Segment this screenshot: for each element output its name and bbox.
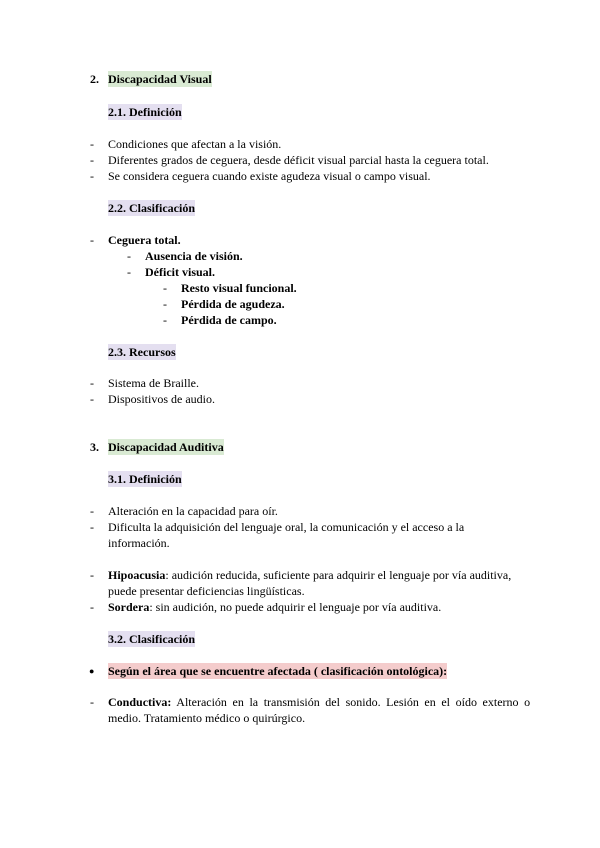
dash-marker: - [90, 153, 94, 167]
dash-marker: - [90, 233, 94, 247]
dash-marker: - [90, 169, 94, 183]
list-item: Alteración en la capacidad para oír. [108, 504, 278, 518]
list-item: Ceguera total. [108, 233, 181, 247]
dash-marker: - [90, 695, 94, 709]
term-description: : sin audición, no puede adquirir el lenguaje por vía auditiva. [149, 600, 442, 614]
list-item: Condiciones que afectan a la visión. [108, 137, 282, 151]
section-heading: Discapacidad Visual [108, 72, 212, 86]
term-description: Alteración en la transmisión del sonido. Lesión en el oído externo o [171, 695, 531, 709]
list-item-continuation: puede presentar deficiencias lingüísticas. [108, 584, 305, 598]
term-description: : audición reducida, suficiente para adquirir el lenguaje por vía auditiva, [165, 568, 512, 582]
list-item: Resto visual funcional. [181, 281, 297, 295]
subsection-title: 2.1. Definición [108, 105, 182, 119]
dash-marker: - [163, 281, 167, 295]
dash-marker: - [90, 392, 94, 406]
section-number: 3. [90, 440, 99, 454]
list-item [108, 599, 441, 615]
list-item: Se considera ceguera cuando existe agudeza visual o campo visual. [108, 169, 431, 183]
list-item: Sistema de Braille. [108, 376, 199, 390]
list-item [108, 694, 530, 710]
term: Hipoacusia [108, 568, 166, 582]
dash-marker: - [90, 376, 94, 390]
section-heading: Discapacidad Auditiva [108, 440, 224, 454]
list-item: Dispositivos de audio. [108, 392, 215, 406]
list-item: Pérdida de agudeza. [181, 297, 285, 311]
dash-marker: - [90, 520, 94, 534]
subsection-title: 3.2. Clasificación [108, 632, 195, 646]
bullet-icon: ● [89, 666, 95, 676]
dash-marker: - [90, 137, 94, 151]
section-number: 2. [90, 72, 99, 86]
list-item: Ausencia de visión. [145, 249, 243, 263]
dash-marker: - [127, 265, 131, 279]
list-item-continuation: información. [108, 536, 170, 550]
list-item: Diferentes grados de ceguera, desde déficit visual parcial hasta la ceguera total. [108, 153, 489, 167]
list-item [108, 567, 511, 583]
dash-marker: - [90, 600, 94, 614]
dash-marker: - [163, 297, 167, 311]
dash-marker: - [163, 313, 167, 327]
term: Conductiva: [108, 695, 172, 709]
subsection-title: 2.3. Recursos [108, 345, 176, 359]
list-item: Déficit visual. [145, 265, 215, 279]
term: Sordera [108, 600, 150, 614]
list-item-continuation: medio. Tratamiento médico o quirúrgico. [108, 711, 306, 725]
list-item: Dificulta la adquisición del lenguaje oral, la comunicación y el acceso a la [108, 520, 465, 534]
dash-marker: - [90, 504, 94, 518]
dash-marker: - [90, 568, 94, 582]
subsection-title: 3.1. Definición [108, 472, 182, 486]
bullet-heading: Según el área que se encuentre afectada ( clasificación ontológica): [108, 664, 448, 678]
subsection-title: 2.2. Clasificación [108, 201, 195, 215]
list-item: Pérdida de campo. [181, 313, 277, 327]
dash-marker: - [127, 249, 131, 263]
